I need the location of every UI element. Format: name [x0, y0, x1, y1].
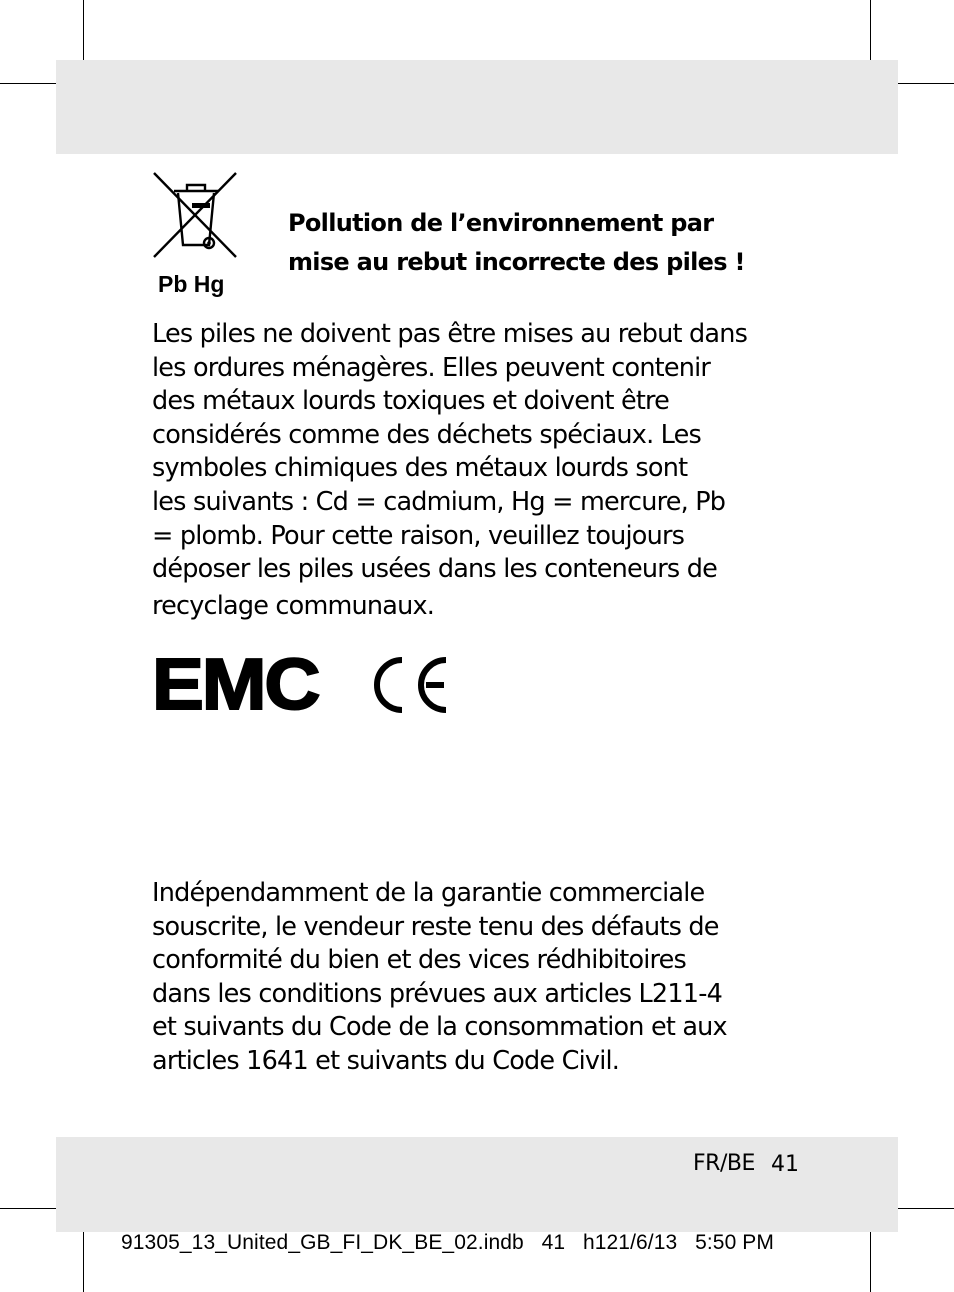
warranty-paragraph	[152, 877, 812, 1079]
ce-mark-icon	[368, 654, 452, 716]
crop-mark	[83, 1232, 84, 1292]
print-slug: 91305_13_United_GB_FI_DK_BE_02.indb 41 h121/6/13 5:50 PM	[121, 1231, 774, 1254]
heading-line: Pollution de l’environnement par	[288, 209, 714, 237]
crop-mark	[0, 1208, 56, 1209]
text-line: les suivants : Cd = cadmium, Hg = mercure, Pb	[152, 486, 726, 517]
chemical-symbols-label: Pb Hg	[158, 271, 225, 297]
crop-mark	[898, 83, 954, 84]
crop-mark	[0, 83, 56, 84]
text-line: = plomb. Pour cette raison, veuillez toujours	[152, 520, 685, 551]
page-number: 41	[771, 1152, 799, 1177]
header-band	[56, 60, 898, 154]
crop-mark	[870, 0, 871, 60]
battery-disposal-paragraph	[152, 318, 812, 623]
text-line: Indépendamment de la garantie commerciale	[152, 878, 705, 908]
text-line: recyclage communaux.	[152, 590, 435, 621]
text-line: souscrite, le vendeur reste tenu des défauts de	[152, 911, 719, 942]
text-line: symboles chimiques des métaux lourds sont	[152, 453, 688, 484]
text-line: déposer les piles usées dans les conteneurs de	[152, 554, 718, 585]
text-line: des métaux lourds toxiques et doivent être	[152, 386, 670, 417]
text-line: articles 1641 et suivants du Code Civil.	[152, 1045, 620, 1076]
heading-line: mise au rebut incorrecte des piles !	[288, 248, 745, 276]
text-line: Les piles ne doivent pas être mises au rebut dans	[152, 319, 748, 349]
text-line: considérés comme des déchets spéciaux. Les	[152, 419, 702, 450]
text-line: les ordures ménagères. Elles peuvent contenir	[152, 352, 711, 383]
emc-logo: EMC	[152, 645, 319, 725]
crop-mark	[83, 0, 84, 60]
text-line: conformité du bien et des vices rédhibitoires	[152, 945, 687, 976]
crop-mark	[898, 1208, 954, 1209]
crop-mark	[870, 1232, 871, 1292]
battery-warning-heading	[288, 204, 808, 282]
crossed-out-wheelie-bin-icon	[152, 171, 240, 261]
text-line: et suivants du Code de la consommation et aux	[152, 1012, 727, 1043]
text-line: dans les conditions prévues aux articles L211-4	[152, 978, 723, 1009]
language-code: FR/BE	[693, 1151, 755, 1176]
